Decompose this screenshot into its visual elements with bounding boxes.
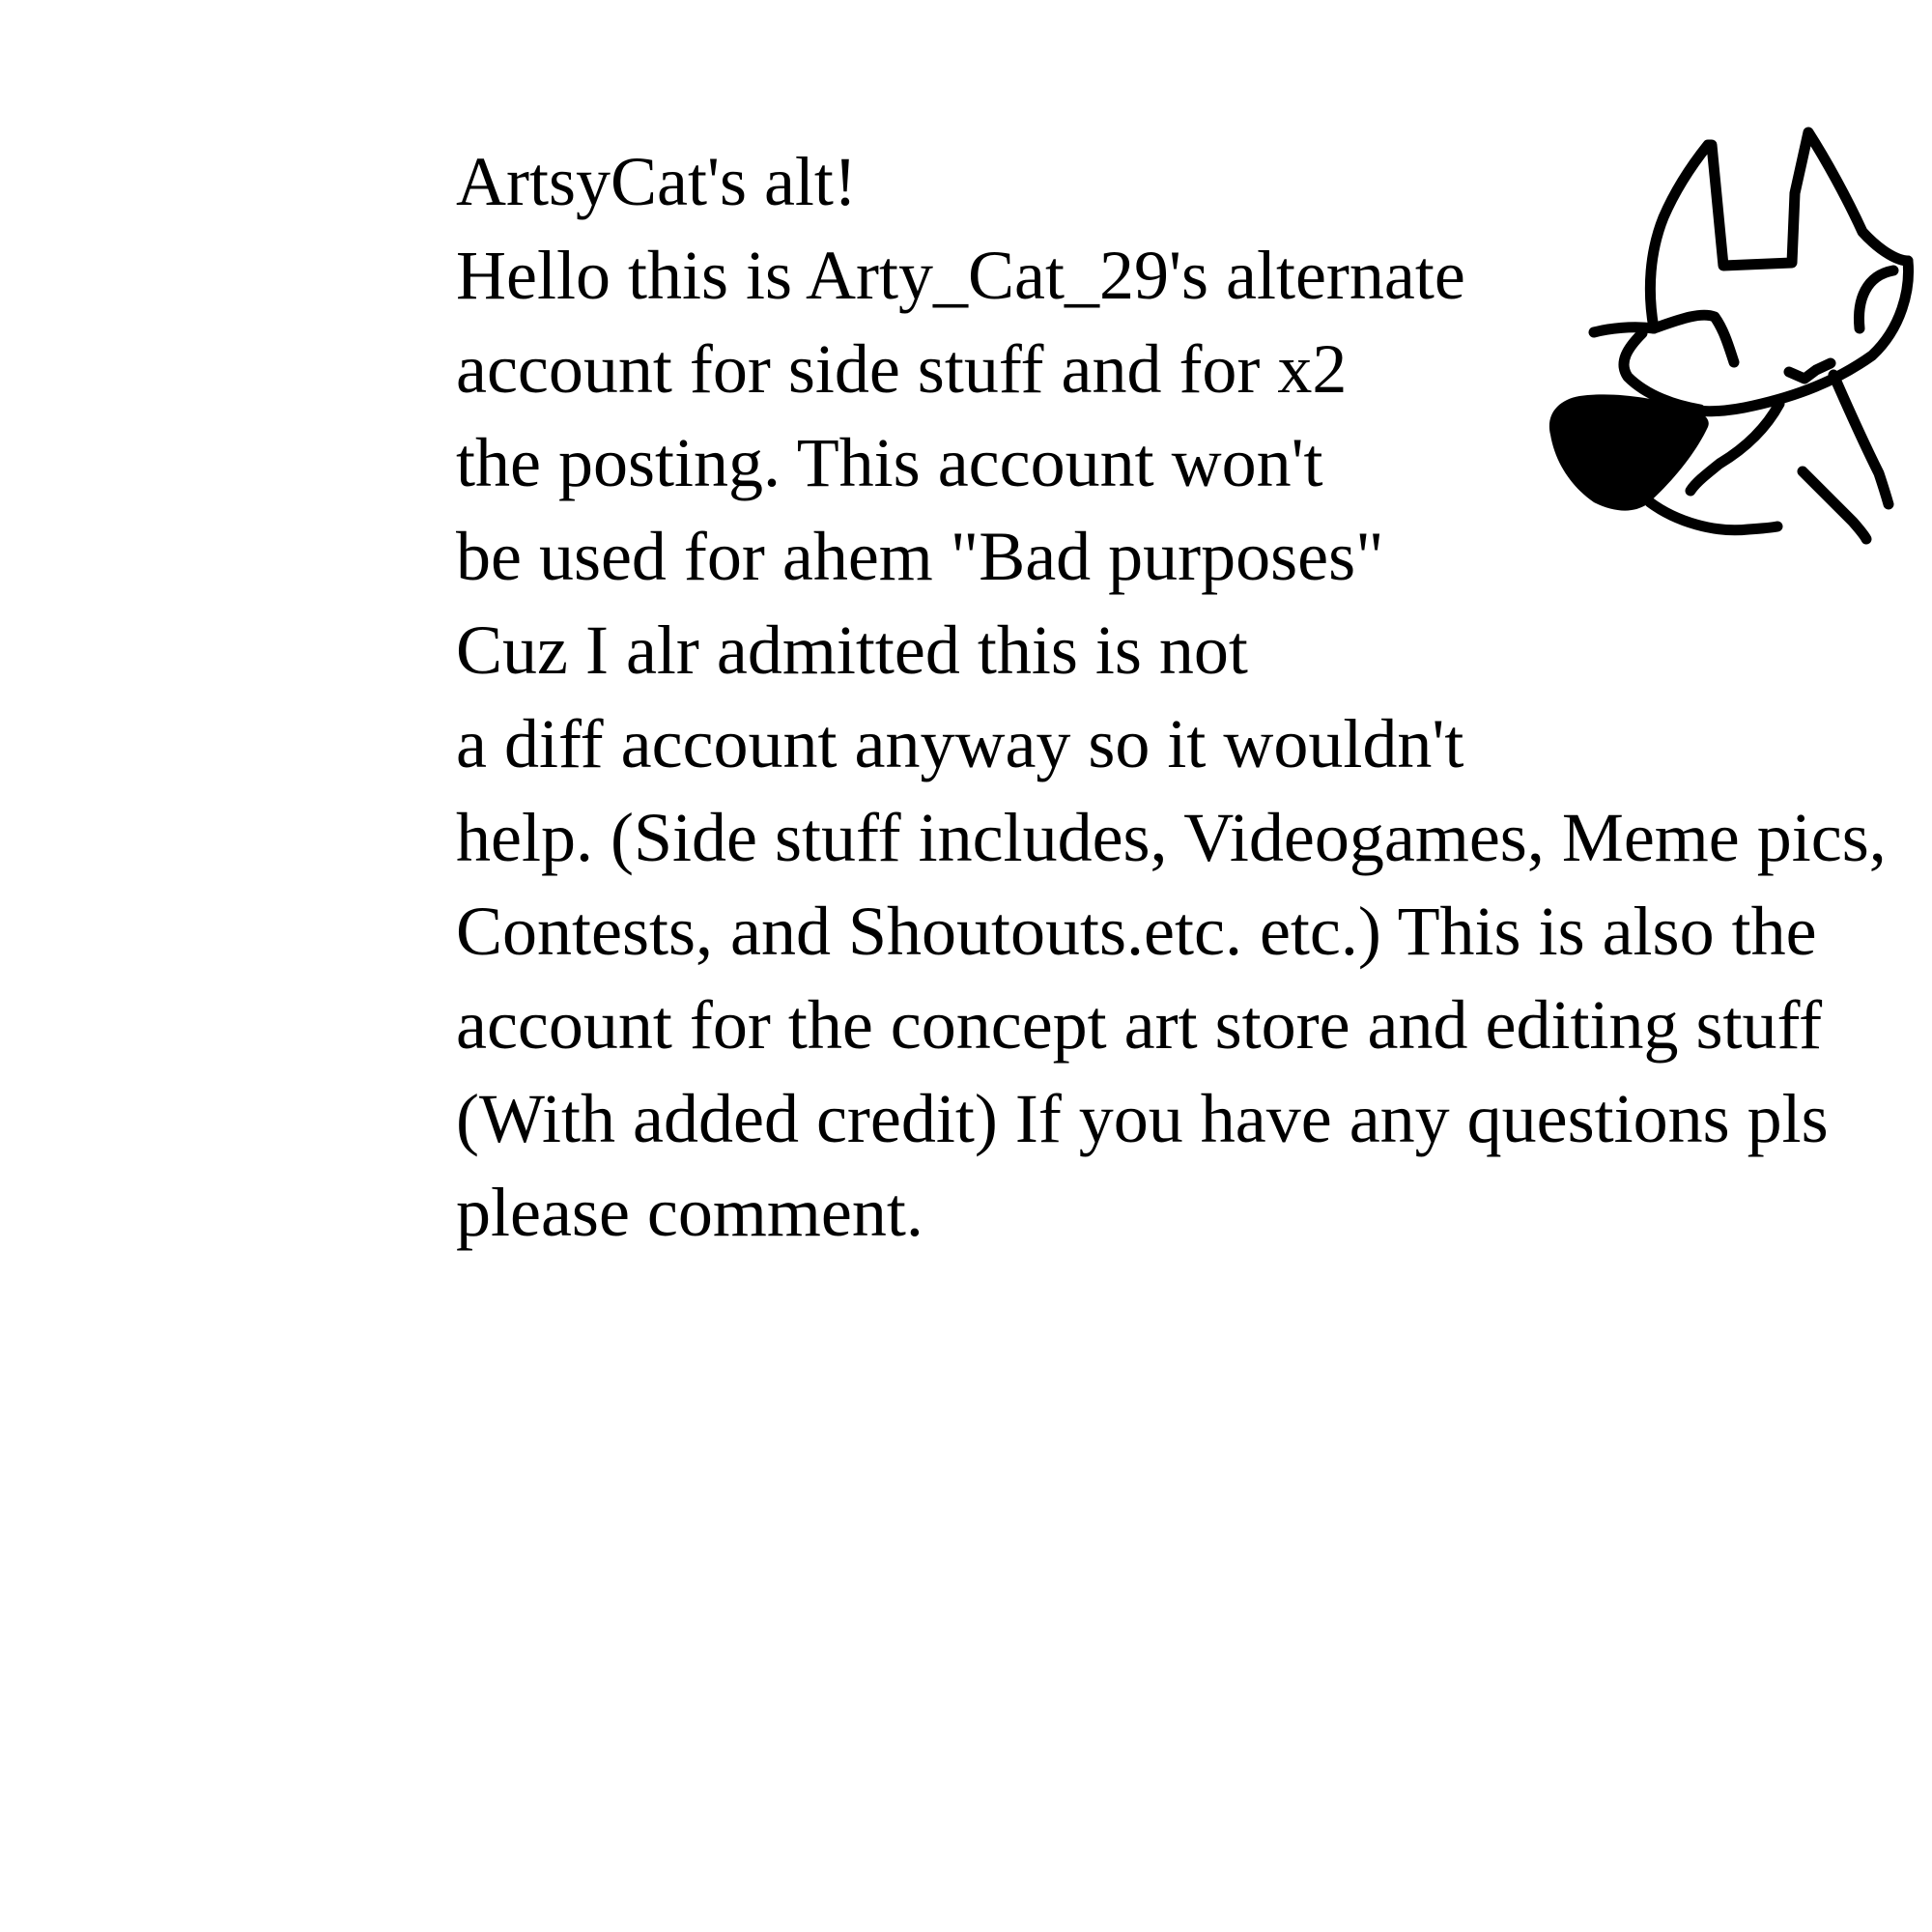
post-text-line: account for the concept art store and editing stuff xyxy=(456,986,1823,1064)
post-text-line: account for side stuff and for x2 xyxy=(456,330,1348,408)
cat-doodle xyxy=(1507,106,1932,551)
lower-paw-stroke xyxy=(1803,471,1866,539)
post-text-line: be used for ahem "Bad purposes" xyxy=(456,518,1384,595)
left-ear-stroke xyxy=(1650,132,1908,328)
tuft-stroke xyxy=(1789,363,1831,379)
post-text-line: (With added credit) If you have any questions pls xyxy=(456,1080,1829,1157)
eye-stroke xyxy=(1859,270,1893,328)
tail-stroke xyxy=(1650,502,1777,530)
post-text-line: please comment. xyxy=(456,1174,923,1251)
post-text-line: Contests, and Shoutouts.etc. etc.) This is also the xyxy=(456,893,1817,970)
post-text-line: help. (Side stuff includes, Videogames, Meme pics, xyxy=(456,799,1887,876)
post-text-line: Cuz I alr admitted this is not xyxy=(456,611,1248,689)
post-text-line: the posting. This account won't xyxy=(456,424,1323,501)
chest-stroke xyxy=(1833,375,1889,504)
mouth-fill-shape xyxy=(1549,394,1709,510)
head-curl-stroke xyxy=(1594,315,1734,362)
post-title-line: ArtsyCat's alt! xyxy=(456,143,857,220)
post-text-line: a diff account anyway so it wouldn't xyxy=(456,705,1464,782)
post-text-line: Hello this is Arty_Cat_29's alternate xyxy=(456,237,1465,314)
